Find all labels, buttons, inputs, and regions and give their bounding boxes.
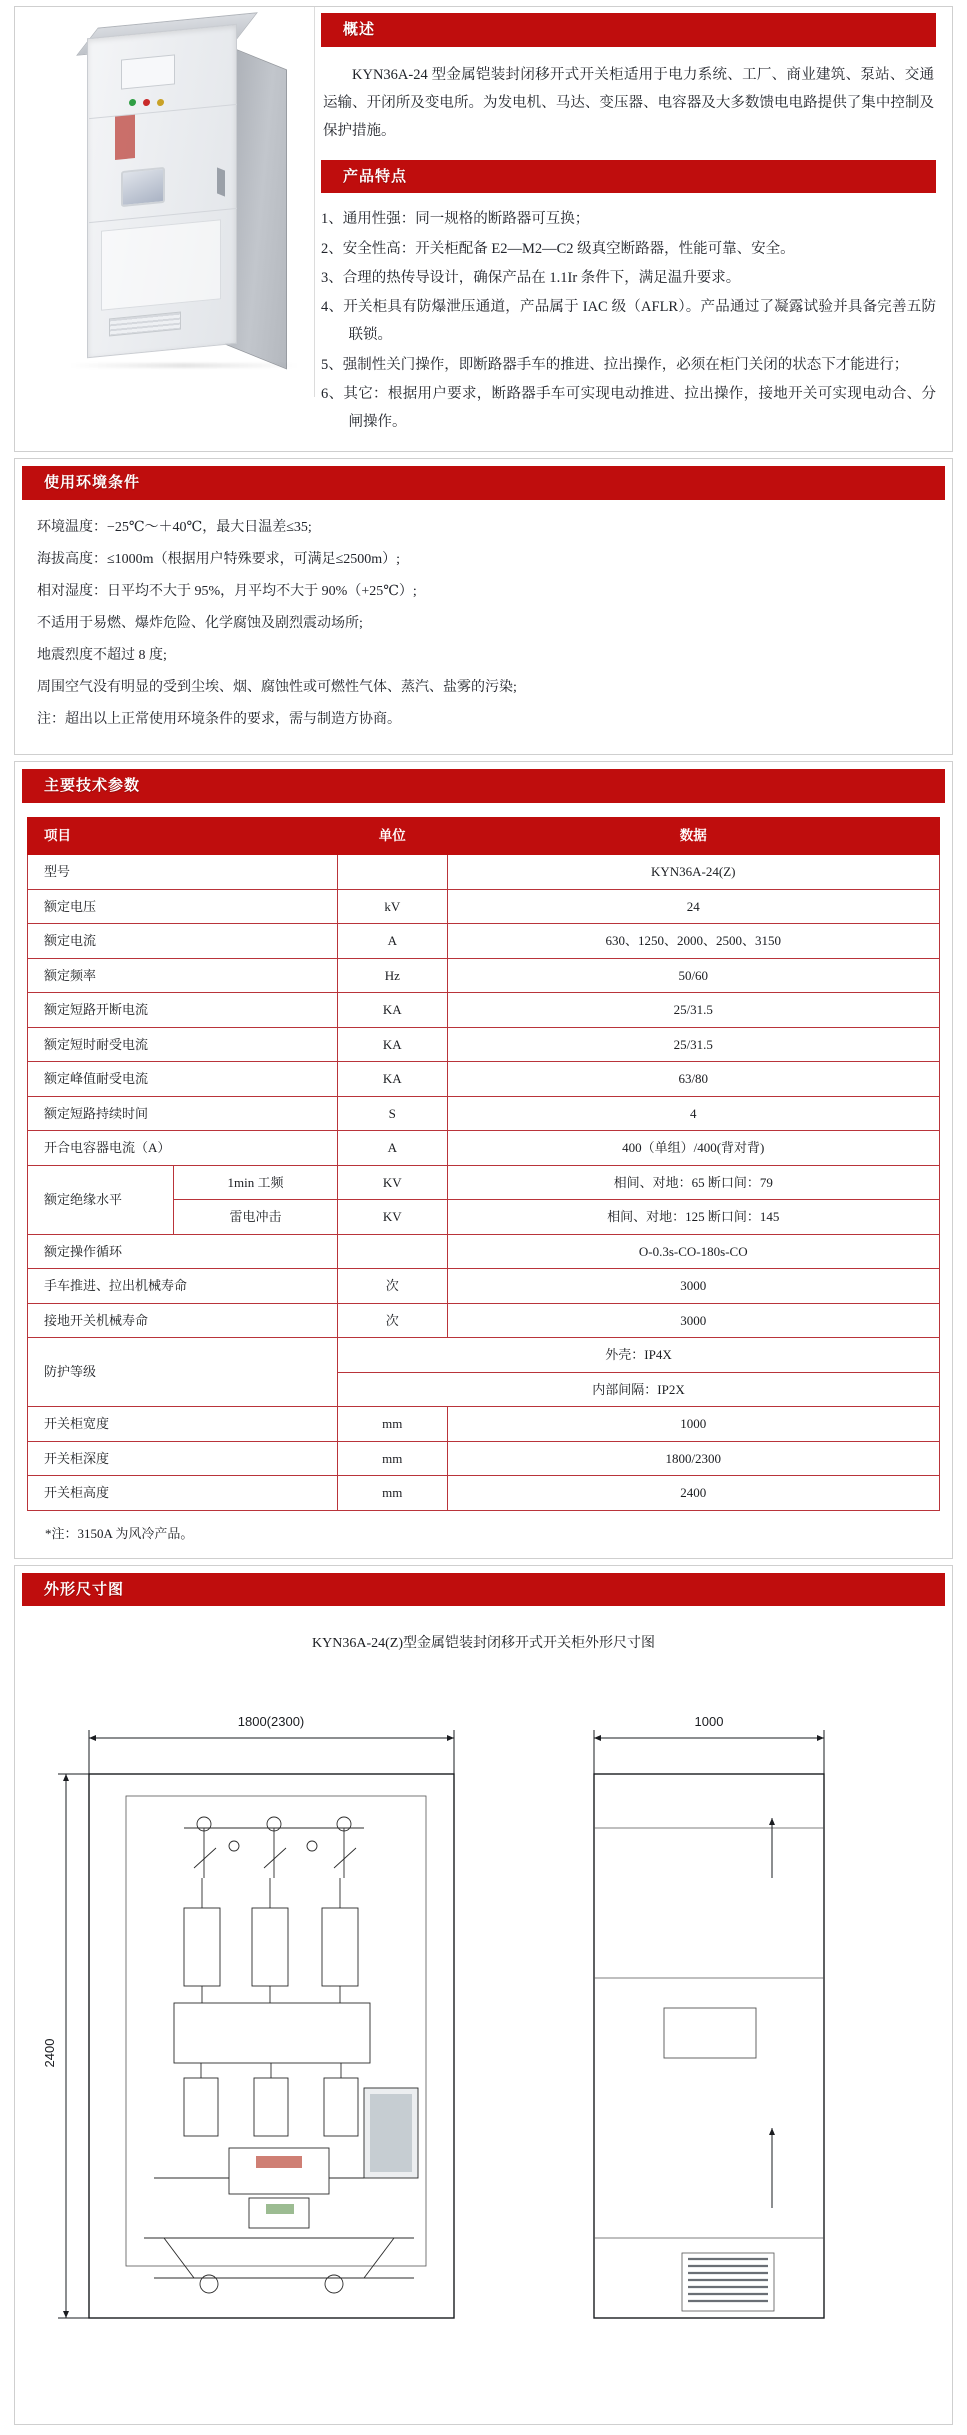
spec-data: 63/80 bbox=[447, 1062, 940, 1097]
front-internal-layout bbox=[144, 1817, 418, 2293]
feature-item: 6、其它：根据用户要求，断路器手车可实现电动推进、拉出操作，接地开关可实现电动合、分闸操作。 bbox=[321, 385, 936, 431]
spec-item: 额定峰值耐受电流 bbox=[28, 1062, 338, 1097]
environment-line: 环境温度：−25℃～＋40℃，最大日温差≤35; bbox=[37, 520, 312, 536]
side-view-vent-grille bbox=[682, 2253, 774, 2311]
specs-footnote: *注：3150A 为风冷产品。 bbox=[45, 1525, 194, 1541]
table-header-row bbox=[28, 817, 940, 854]
product-photo-cell bbox=[15, 7, 315, 397]
features-list bbox=[321, 205, 936, 436]
dimension-drawing bbox=[34, 1678, 934, 2398]
table-row bbox=[28, 855, 940, 890]
spec-unit: 次 bbox=[338, 1303, 447, 1338]
spec-data: 内部间隔：IP2X bbox=[338, 1372, 940, 1407]
spec-data: 25/31.5 bbox=[447, 993, 940, 1028]
spec-data: 相间、对地：65 断口间：79 bbox=[447, 1165, 940, 1200]
specs-table bbox=[27, 817, 940, 1511]
cabinet-indicator-green bbox=[129, 99, 136, 107]
spec-data: 1800/2300 bbox=[447, 1441, 940, 1476]
spec-item: 额定电流 bbox=[28, 924, 338, 959]
spec-data: KYN36A-24(Z) bbox=[447, 855, 940, 890]
table-row bbox=[28, 993, 940, 1028]
spec-data: 50/60 bbox=[447, 958, 940, 993]
spec-unit: KA bbox=[338, 1027, 447, 1062]
spec-item: 手车推进、拉出机械寿命 bbox=[28, 1269, 338, 1304]
spec-item: 额定短路持续时间 bbox=[28, 1096, 338, 1131]
feature-item: 5、强制性关门操作，即断路器手车的推进、拉出操作，必须在柜门关闭的状态下才能进行； bbox=[321, 356, 909, 373]
spec-data: 4 bbox=[447, 1096, 940, 1131]
spec-item: 开合电容器电流（A） bbox=[28, 1131, 338, 1166]
table-row bbox=[28, 1441, 940, 1476]
section-header-specs: 主要技术参数 bbox=[22, 769, 945, 803]
table-row bbox=[28, 1096, 940, 1131]
spec-unit bbox=[338, 855, 447, 890]
spec-item: 额定绝缘水平 bbox=[28, 1165, 174, 1234]
spec-data: 3000 bbox=[447, 1269, 940, 1304]
spec-unit: KV bbox=[338, 1165, 447, 1200]
table-row bbox=[28, 1062, 940, 1097]
spec-unit: KV bbox=[338, 1200, 447, 1235]
overview-paragraph: KYN36A-24 型金属铠装封闭移开式开关柜适用于电力系统、工厂、商业建筑、泵站、交通运输、开闭所及变电所。为发电机、马达、变压器、电容器及大多数馈电电路提供了集中控制及保护措施。 bbox=[323, 66, 934, 140]
front-width-dimension bbox=[89, 1714, 454, 1774]
environment-panel bbox=[14, 458, 953, 755]
spec-item: 额定电压 bbox=[28, 889, 338, 924]
spec-item: 开关柜深度 bbox=[28, 1441, 338, 1476]
top-block bbox=[15, 7, 952, 451]
cabinet-shadow bbox=[69, 363, 299, 368]
spec-data: 2400 bbox=[447, 1476, 940, 1511]
section-header-environment: 使用环境条件 bbox=[22, 466, 945, 500]
overview-features-text bbox=[315, 7, 952, 451]
table-row bbox=[28, 958, 940, 993]
front-accent-parts bbox=[256, 2094, 412, 2214]
side-view-outline bbox=[594, 1774, 824, 2318]
spec-item: 接地开关机械寿命 bbox=[28, 1303, 338, 1338]
environment-body bbox=[15, 500, 952, 754]
specs-table-wrap bbox=[15, 803, 952, 1558]
switchgear-cabinet-photo bbox=[29, 19, 305, 387]
spec-unit: Hz bbox=[338, 958, 447, 993]
specs-table-body bbox=[28, 855, 940, 1511]
table-row bbox=[28, 1131, 940, 1166]
col-header-data: 数据 bbox=[447, 817, 940, 854]
spec-unit: KA bbox=[338, 1062, 447, 1097]
spec-unit: kV bbox=[338, 889, 447, 924]
spec-item: 防护等级 bbox=[28, 1338, 338, 1407]
cabinet-inspection-window bbox=[121, 167, 165, 207]
spec-item: 开关柜高度 bbox=[28, 1476, 338, 1511]
table-row bbox=[28, 1407, 940, 1442]
cabinet-indicator-amber bbox=[157, 99, 164, 107]
spec-data: 相间、对地：125 断口间：145 bbox=[447, 1200, 940, 1235]
col-header-item: 项目 bbox=[28, 817, 338, 854]
drawing-title: KYN36A-24(Z)型金属铠装封闭移开式开关柜外形尺寸图 bbox=[312, 1636, 655, 1652]
front-width-label: 1800(2300) bbox=[237, 1714, 304, 1730]
side-width-dimension bbox=[594, 1714, 824, 1774]
environment-line: 地震烈度不超过 8 度; bbox=[37, 648, 167, 664]
cabinet-lower-panel bbox=[101, 219, 221, 311]
environment-line: 周围空气没有明显的受到尘埃、烟、腐蚀性或可燃性气体、蒸汽、盐雾的污染; bbox=[37, 680, 517, 696]
table-row bbox=[28, 1165, 940, 1200]
table-row bbox=[28, 1338, 940, 1373]
environment-line: 注：超出以上正常使用环境条件的要求，需与制造方协商。 bbox=[37, 712, 401, 728]
cabinet-label-badge bbox=[115, 114, 135, 160]
section-header-dimensions: 外形尺寸图 bbox=[22, 1573, 945, 1607]
cabinet-meter-panel bbox=[121, 54, 175, 89]
table-row bbox=[28, 924, 940, 959]
side-width-label: 1000 bbox=[694, 1714, 723, 1730]
specs-table-head bbox=[28, 817, 940, 854]
spec-data: 630、1250、2000、2500、3150 bbox=[447, 924, 940, 959]
dimension-drawing-wrap bbox=[15, 1606, 952, 2424]
spec-unit: A bbox=[338, 1131, 447, 1166]
table-row bbox=[28, 889, 940, 924]
product-spec-page bbox=[0, 6, 967, 2435]
spec-data: 24 bbox=[447, 889, 940, 924]
section-header-overview: 概述 bbox=[321, 13, 936, 47]
cabinet-door-handle bbox=[217, 167, 225, 196]
spec-item: 额定频率 bbox=[28, 958, 338, 993]
feature-item: 3、合理的热传导设计，确保产品在 1.1Ir 条件下，满足温升要求。 bbox=[321, 269, 741, 286]
spec-data: 1000 bbox=[447, 1407, 940, 1442]
spec-unit: mm bbox=[338, 1407, 447, 1442]
cabinet-indicator-red bbox=[143, 99, 150, 107]
spec-data: 25/31.5 bbox=[447, 1027, 940, 1062]
front-height-label: 2400 bbox=[41, 2038, 57, 2068]
table-row bbox=[28, 1027, 940, 1062]
table-row bbox=[28, 1269, 940, 1304]
table-row bbox=[28, 1234, 940, 1269]
spec-item: 开关柜宽度 bbox=[28, 1407, 338, 1442]
spec-item: 额定短路开断电流 bbox=[28, 993, 338, 1028]
spec-data: O-0.3s-CO-180s-CO bbox=[447, 1234, 940, 1269]
front-inner-outline bbox=[126, 1796, 426, 2266]
spec-unit: KA bbox=[338, 993, 447, 1028]
spec-unit bbox=[338, 1234, 447, 1269]
spec-data: 3000 bbox=[447, 1303, 940, 1338]
table-row bbox=[28, 1476, 940, 1511]
spec-data: 400（单组）/400(背对背) bbox=[447, 1131, 940, 1166]
spec-subitem: 1min 工频 bbox=[173, 1165, 337, 1200]
environment-line: 相对湿度：日平均不大于 95%，月平均不大于 90%（+25℃）; bbox=[37, 584, 417, 600]
environment-line: 不适用于易燃、爆炸危险、化学腐蚀及剧烈震动场所; bbox=[37, 616, 363, 632]
spec-item: 型号 bbox=[28, 855, 338, 890]
spec-item: 额定操作循环 bbox=[28, 1234, 338, 1269]
col-header-unit: 单位 bbox=[338, 817, 447, 854]
spec-subitem: 雷电冲击 bbox=[173, 1200, 337, 1235]
feature-item: 1、通用性强：同一规格的断路器可互换； bbox=[321, 211, 590, 228]
specs-panel bbox=[14, 761, 953, 1559]
spec-item: 额定短时耐受电流 bbox=[28, 1027, 338, 1062]
front-height-dimension bbox=[42, 1774, 94, 2318]
spec-data: 外壳：IP4X bbox=[338, 1338, 940, 1373]
table-row bbox=[28, 1303, 940, 1338]
spec-unit: S bbox=[338, 1096, 447, 1131]
feature-item: 4、开关柜具有防爆泄压通道，产品属于 IAC 级（AFLR）。产品通过了凝露试验并具备完善五防联锁。 bbox=[321, 299, 936, 344]
front-view-outline bbox=[89, 1774, 454, 2318]
feature-item: 2、安全性高：开关柜配备 E2—M2—C2 级真空断路器，性能可靠、安全。 bbox=[321, 240, 795, 257]
spec-unit: mm bbox=[338, 1476, 447, 1511]
section-header-features: 产品特点 bbox=[321, 160, 936, 194]
side-view-window bbox=[664, 2008, 756, 2058]
overview-features-panel bbox=[14, 6, 953, 452]
environment-line: 海拔高度：≤1000m（根据用户特殊要求，可满足≤2500m）; bbox=[37, 552, 401, 568]
spec-unit: 次 bbox=[338, 1269, 447, 1304]
spec-unit: mm bbox=[338, 1441, 447, 1476]
dimensions-panel bbox=[14, 1565, 953, 2426]
spec-unit: A bbox=[338, 924, 447, 959]
